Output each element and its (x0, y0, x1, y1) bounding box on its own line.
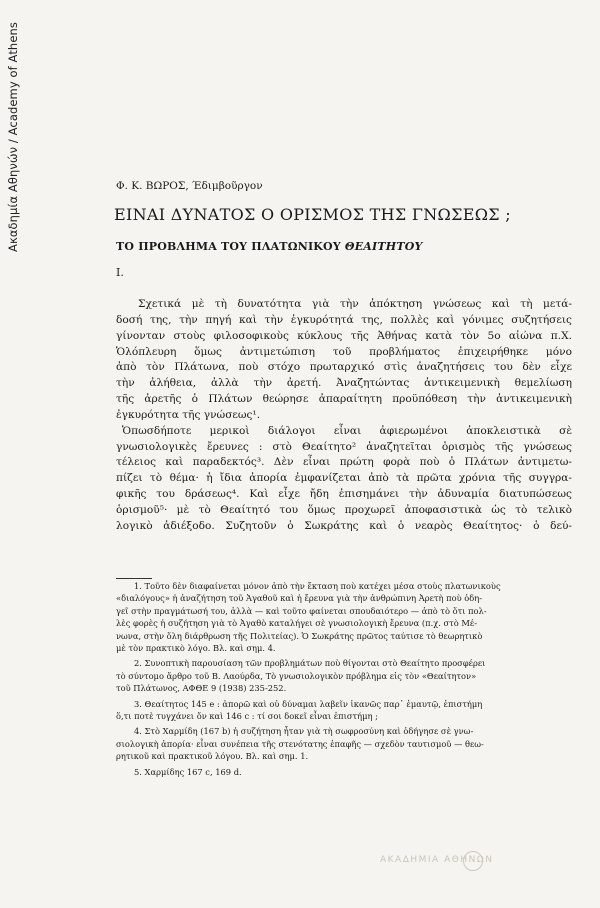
footnote-line: ρητικοῦ καὶ πρακτικοῦ λόγου. Βλ. καὶ σημ. 1. (116, 751, 309, 762)
footnote-line: 3. Θεαίτητος 145 e : ἀπορῶ καὶ οὐ δύναμαι λαβεῖν ἱκανῶς παρ᾽ ἐμαυτῷ, ἐπιστήμη (134, 698, 483, 709)
footnote-line: λὲς φορὲς ἡ συζήτηση γιὰ τὸ Ἀγαθὸ καταλήγει σὲ γνωσιολογικὴ ἔρευνα (π.χ. στὸ Μέ- (116, 618, 478, 629)
footnote-line: «διαλόγους» ἡ ἀναζήτηση τοῦ Ἀγαθοῦ καὶ ἡ ἔρευνα γιὰ τὴν ἀνθρώπινη Ἀρετὴ ποὺ ὁδη- (116, 593, 483, 604)
body-line: Ὁπωσδήποτε μερικοὶ διάλογοι εἶναι ἀφιερωμένοι ἀποκλειστικὰ σὲ (122, 424, 572, 437)
body-line: τὴν ἀλήθεια, ἀλλὰ τὴν ἀρετή. Ἀναζητώντας ἀντικειμενικὴ θεμελίωση (116, 377, 572, 390)
footnote-line: 4. Στὸ Χαρμίδη (167 b) ἡ συζήτηση ἦταν γιὰ τὴ σωφροσύνη καὶ ὁδήγησε σὲ γνω- (134, 726, 474, 737)
footnote (116, 725, 572, 762)
footnote (116, 657, 572, 694)
body-line: ἀπὸ τὸν Πλάτωνα, ποὺ στόχο πρωταρχικό στὶς ἀναζητήσεις του δὲν εἶχε (116, 361, 572, 374)
footnote-line: τοῦ Πλάτωνος, ΑΦΘΕ 9 (1938) 235-252. (116, 683, 287, 694)
footnote-line: 2. Συνοπτικὴ παρουσίαση τῶν προβλημάτων ποὺ θίγονται στὸ Θεαίτητο προσφέρει (134, 658, 486, 669)
body-line: τῆς ἀρετῆς ὁ Πλάτων θεώρησε ἀπαραίτητη προϋπόθεση τὴν ἀντικειμενικὴ (116, 393, 572, 406)
footnote-line: 5. Χαρμίδης 167 c, 169 d. (134, 766, 242, 777)
academy-seal-icon (463, 851, 483, 871)
archive-side-label: Ακαδημία Αθηνών / Academy of Athens (6, 22, 20, 252)
body-line: πίζει τὸ θέμα· ἡ ἴδια ἀπορία ἐμφανίζεται ἀπὸ τὰ πρῶτα χρόνια τῆς συγγρα- (116, 472, 572, 485)
body-line: ἐγκυρότητα τῆς γνώσεως¹. (116, 408, 261, 421)
body-line: Σχετικά μὲ τὴ δυνατότητα γιὰ τὴν ἀπόκτηση γνώσεως καὶ τὴ μετά- (138, 298, 572, 310)
footnote-line: 1. Τοῦτο δὲν διαφαίνεται μόνον ἀπὸ τὴν ἔκταση ποὺ κατέχει μέσα στοὺς πλατωνικοὺς (134, 581, 501, 591)
footnote-line: μὲ τὸν πρακτικὸ λόγο. Βλ. καὶ σημ. 4. (116, 643, 276, 654)
footnote (116, 580, 572, 654)
subtitle-prefix: ΤΟ ΠΡΟΒΛΗΜΑ ΤΟΥ ΠΛΑΤΩΝΙΚΟΥ (116, 240, 345, 253)
footnote (116, 766, 572, 778)
body-line: τέλειος καὶ παραδεκτός³. Δὲν εἶναι πρώτη φορὰ ποὺ ὁ Πλάτων ἀντιμετω- (116, 456, 572, 469)
subtitle-italic: ΘΕΑΙΤΗΤΟΥ (344, 240, 423, 253)
body-line: γίνονταν στοὺς φιλοσοφικοὺς κύκλους τῆς Ἀθήνας κατὰ τὸν 5ο αἰώνα π.Χ. (116, 329, 572, 342)
article-subtitle (116, 240, 423, 253)
body-line: Ὁλόπλευρη ὅμως ἀντιμετώπιση τοῦ προβλήματος ἐπιχειρήθηκε μόνο (116, 345, 572, 358)
footnote-divider (116, 578, 152, 579)
body-text (116, 297, 572, 535)
footnote-line: τὸ σύντομο ἄρθρο τοῦ Β. Λαούρδα, Τὸ γνωσιολογικὸν πρόβλημα εἰς τὸν «Θεαίτητον» (116, 670, 477, 681)
body-line: λογικὸ ἀδιέξοδο. Συζητοῦν ὁ Σωκράτης καὶ ὁ νεαρὸς Θεαίτητος· ὁ δεύ- (116, 519, 572, 532)
body-line: φικῆς του δράσεως⁴. Καὶ εἶχε ἤδη ἐπισημάνει τὴν ἀδυναμία διατυπώσεως (116, 488, 572, 501)
body-line: δοσή της, τὴν πηγή καὶ τὴν ἐγκυρότητά της, πολλὲς καὶ γόνιμες συζητήσεις (116, 313, 572, 326)
footnote (116, 698, 572, 723)
footnotes (116, 580, 572, 781)
academy-watermark: ΑΚΑΔΗΜΙΑ ΑΘΗΝΩΝ (380, 855, 494, 865)
author-byline: Φ. Κ. ΒΩΡΟΣ, Έδιμβοῦργον (116, 180, 263, 192)
body-line: γνωσιολογικὲς ἔρευνες : στὸ Θεαίτητο² ἀναζητεῖται ὁρισμὸς τῆς γνώσεως (116, 440, 572, 453)
footnote-line: νωνα, στὴν ὅλη διάρθρωση τῆς Πολιτείας). Ὁ Σωκράτης πρῶτος ταύτισε τὸ θεωρητικὸ (116, 630, 483, 641)
footnote-line: σιολογικὴ ἀπορία· εἶναι συνέπεια τῆς στενότατης ἐπαφῆς — σχεδὸν ταυτισμοῦ — θεω- (116, 738, 484, 749)
footnote-line: ὅ,τι ποτὲ τυγχάνει ὄν καὶ 146 c : τί σοι δοκεῖ εἶναι ἐπιστήμη ; (116, 711, 378, 722)
article-title: ΕΙΝΑΙ ΔΥΝΑΤΟΣ Ο ΟΡΙΣΜΟΣ ΤΗΣ ΓΝΩΣΕΩΣ ; (114, 205, 511, 224)
section-number: Ι. (116, 266, 124, 279)
footnote-line: γεῖ στὴν πραγμάτωσή του, ἀλλὰ — καὶ τοῦτο φαίνεται σπουδαιότερο — ἀπὸ τὸ ὅτι πολ- (116, 605, 487, 616)
body-line: ὁρισμοῦ⁵· μὲ τὸ Θεαίτητό του ὅμως προχωρεῖ ἀποφασιστικὰ ὡς τὸ τελικὸ (116, 503, 572, 516)
